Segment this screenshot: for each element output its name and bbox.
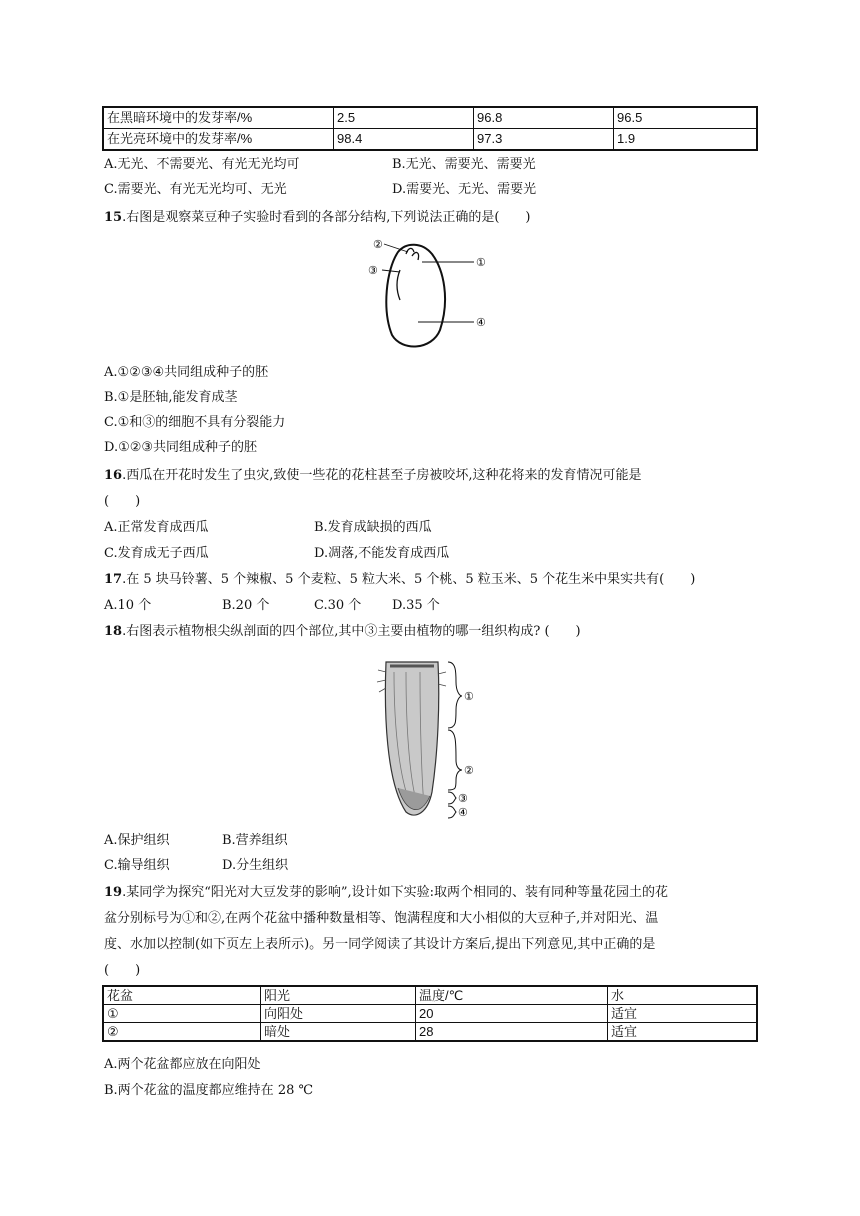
table-row [103,1023,757,1042]
q16-option-d[interactable]: D.凋落,不能发育成西瓜 [314,546,450,561]
q19-stem-line-1 [104,884,668,902]
table-cell: 1.9 [614,129,758,151]
table-row [103,107,757,129]
q19-stem-line-3: 度、水加以控制(如下页左上表所示)。另一同学阅读了其设计方案后,提出下列意见,其中正确的是 [104,937,656,952]
diagram-label-3: ③ [368,264,378,277]
answer-paren: ( ) [104,494,141,509]
root-label-4: ④ [458,806,468,819]
diagram-label-1: ① [476,256,486,269]
q16-option-c[interactable]: C.发育成无子西瓜 [104,546,209,561]
root-label-1: ① [464,690,474,703]
table-cell: 96.8 [474,107,614,129]
question-number: 17 [104,572,123,587]
q15-option-b[interactable]: B.①是胚轴,能发育成茎 [104,390,238,405]
table-cell: ① [103,1005,261,1023]
q18-option-b[interactable]: B.营养组织 [222,833,288,848]
q17-option-d[interactable]: D.35 个 [392,598,440,613]
q15-option-a[interactable]: A.①②③④共同组成种子的胚 [104,365,269,380]
table-cell: 暗处 [261,1023,416,1042]
table-header-cell: 阳光 [261,986,416,1005]
table-cell: 适宜 [608,1023,758,1042]
seed-coat-outline [386,245,445,347]
q16-option-b[interactable]: B.发育成缺损的西瓜 [314,520,432,535]
plumule-shape [406,248,419,260]
q15-option-d[interactable]: D.①②③共同组成种子的胚 [104,440,258,455]
table-row [103,1005,757,1023]
table-cell: 适宜 [608,1005,758,1023]
q14-option-b[interactable]: B.无光、需要光、需要光 [392,157,536,172]
table-header-cell: 温度/℃ [416,986,608,1005]
question-text: .右图是观察菜豆种子实验时看到的各部分结构,下列说法正确的是( ) [122,210,531,225]
root-label-2: ② [464,764,474,777]
q18-option-d[interactable]: D.分生组织 [222,858,289,873]
q19-stem-line-2: 盆分别标号为①和②,在两个花盆中播种数量相等、饱满程度和大小相似的大豆种子,并对阳光、温 [104,911,659,926]
q16-option-a[interactable]: A.正常发育成西瓜 [104,520,209,535]
q18-option-c[interactable]: C.输导组织 [104,858,170,873]
table-cell: 20 [416,1005,608,1023]
q19-option-a[interactable]: A.两个花盆都应放在向阳处 [104,1057,261,1072]
table-cell: 在光亮环境中的发芽率/% [103,129,334,151]
question-text: .某同学为探究“阳光对大豆发芽的影响”,设计如下实验:取两个相同的、装有同种等量花园土的花 [122,885,669,900]
q17-stem [104,571,695,589]
question-text: .在 5 块马铃薯、5 个辣椒、5 个麦粒、5 粒大米、5 个桃、5 粒玉米、5 个花生米中果实共有( ) [122,572,696,587]
table-cell: 2.5 [334,107,474,129]
q17-option-c[interactable]: C.30 个 [314,598,362,613]
radicle-shape [397,270,400,300]
table-cell: 在黑暗环境中的发芽率/% [103,107,334,129]
question-number: 15 [104,210,123,225]
q17-option-b[interactable]: B.20 个 [222,598,270,613]
table-cell: ② [103,1023,261,1042]
question-text: .右图表示植物根尖纵剖面的四个部位,其中③主要由植物的哪一组织构成? ( ) [122,624,581,639]
q16-stem [104,467,642,485]
diagram-label-4: ④ [476,316,486,329]
table-cell: 98.4 [334,129,474,151]
root-label-3: ③ [458,792,468,805]
q19-option-b[interactable]: B.两个花盆的温度都应维持在 28 ℃ [104,1083,314,1098]
table-cell: 28 [416,1023,608,1042]
table-row [103,129,757,151]
q14-option-d[interactable]: D.需要光、无光、需要光 [392,182,537,197]
table-cell: 97.3 [474,129,614,151]
q17-option-a[interactable]: A.10 个 [104,598,152,613]
bean-seed-diagram [362,230,502,352]
question-number: 18 [104,624,123,639]
experiment-table [102,985,758,1042]
q18-stem [104,623,581,641]
q15-stem [104,209,531,227]
q15-option-c[interactable]: C.①和③的细胞不具有分裂能力 [104,415,286,430]
table-header-cell: 水 [608,986,758,1005]
table-cell: 96.5 [614,107,758,129]
q14-option-c[interactable]: C.需要光、有光无光均可、无光 [104,182,287,197]
question-number: 16 [104,468,123,483]
q14-option-a[interactable]: A.无光、不需要光、有光无光均可 [104,157,300,172]
root-tip-diagram [376,652,486,822]
q18-option-a[interactable]: A.保护组织 [104,833,170,848]
germination-rate-table [102,106,758,151]
table-cell: 向阳处 [261,1005,416,1023]
q19-stem-line-4: ( ) [104,963,141,978]
diagram-label-2: ② [373,238,383,251]
table-header-row [103,986,757,1005]
question-text: .西瓜在开花时发生了虫灾,致使一些花的花柱甚至子房被咬坏,这种花将来的发育情况可能是 [122,468,642,483]
question-number: 19 [104,885,123,900]
table-header-cell: 花盆 [103,986,261,1005]
